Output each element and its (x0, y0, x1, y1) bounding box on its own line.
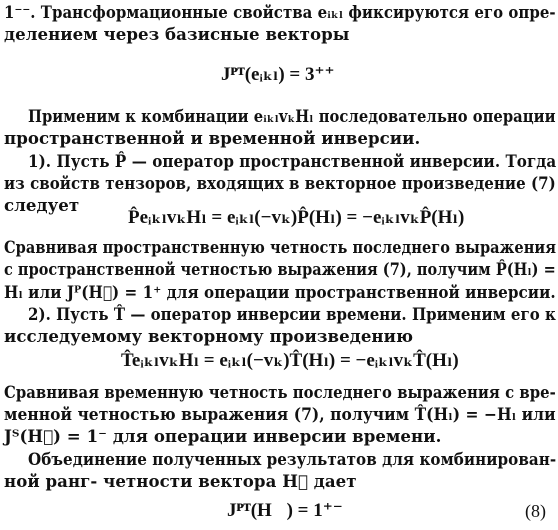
text-line: Jᵀ(H⃗) = 1⁻ для операции инверсии времени. (4, 426, 442, 446)
equation-j-pt-h: Jᴾᵀ(H⃗) = 1⁺⁻ (227, 500, 343, 521)
text-line: с пространственной четностью выражения (7), получим P̂(Hₗ) = (4, 259, 556, 279)
text-line: из свойств тензоров, входящих в векторное произведение (7) (4, 173, 556, 193)
text-line: следует (4, 195, 80, 215)
text-line: 2). Пусть T̂ — оператор инверсии времени. Применим его к (28, 304, 556, 324)
equation-parity-p: P̂eᵢₖₗvₖHₗ = eᵢₖₗ(−vₖ)P̂(Hₗ) = −eᵢₖₗvₖP̂(Hₗ) (128, 207, 465, 228)
equation-parity-t: T̂eᵢₖₗvₖHₗ = eᵢₖₗ(−vₖ)T̂(Hₗ) = −eᵢₖₗvₖT̂(Hₗ) (121, 350, 459, 371)
equation-j-pt-eikl: Jᴾᵀ(eᵢₖₗ) = 3⁺⁺ (221, 64, 335, 85)
text-line: Сравнивая временную четность последнего выражения с вре- (4, 382, 556, 402)
text-line: исследуемому векторному произведению (4, 326, 414, 346)
text-line: Hₗ или Jᴾ(H⃗) = 1⁺ для операции пространственной инверсии. (4, 282, 556, 302)
text-line: ной ранг- четности вектора H⃗ дает (4, 471, 357, 491)
text-line: делением через базисные векторы (4, 24, 350, 44)
text-line: Сравнивая пространственную четность последнего выражения (4, 237, 557, 257)
text-line: Объединение полученных результатов для комбинирован- (28, 449, 557, 469)
text-line: менной четностью выражения (7), получим T̂(Hₗ) = −Hₗ или (4, 404, 556, 424)
text-line: 1). Пусть P̂ — оператор пространственной инверсии. Тогда (28, 151, 557, 171)
text-line: 1⁻⁻. Трансформационные свойства eᵢₖₗ фиксируются его опре- (4, 2, 556, 22)
text-line: Применим к комбинации eᵢₖₗvₖHₗ последовательно операции (28, 106, 556, 126)
text-line: пространственной и временной инверсии. (4, 128, 421, 148)
equation-number: (8) (525, 501, 546, 521)
